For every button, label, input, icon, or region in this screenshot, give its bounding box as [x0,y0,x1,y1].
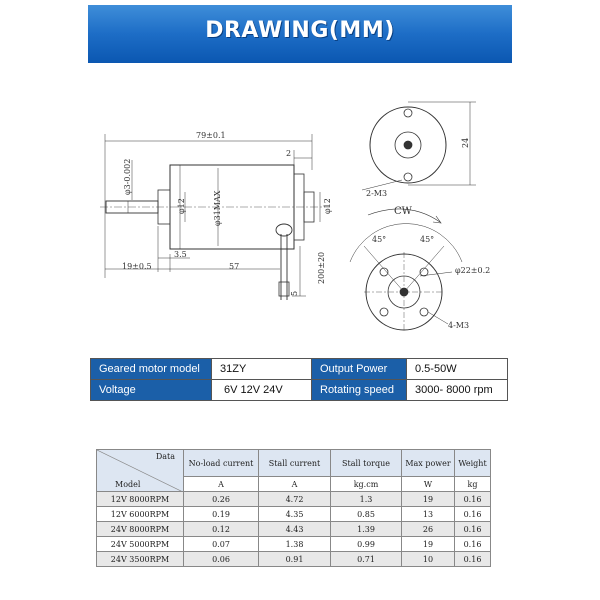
col-stall-current: Stall current [259,450,331,477]
value-cell: 0.85 [331,507,402,522]
dim-body-dia: φ31MAX [213,190,222,226]
spec-value-voltage: 6V 12V 24V [212,380,312,401]
col-no-load-current: No-load current [184,450,259,477]
unit-cell: kg [455,477,491,492]
value-cell: 4.43 [259,522,331,537]
unit-cell: A [259,477,331,492]
dim-body-length: 57 [229,262,240,271]
corner-model-label: Model [115,480,141,489]
table-row [97,537,491,552]
corner-data-label: Data [155,452,175,461]
value-cell: 4.35 [259,507,331,522]
table-row [97,552,491,567]
model-cell: 12V 6000RPM [97,507,184,522]
value-cell: 0.07 [184,537,259,552]
dim-flange-thickness: 2 [286,149,292,158]
value-cell: 1.3 [331,492,402,507]
dim-shaft-dia: φ3-0.002 [123,158,132,195]
col-max-power: Max power [402,450,455,477]
value-cell: 0.26 [184,492,259,507]
dim-rear-boss-dia: φ22±0.2 [455,266,491,275]
dim-pitch: 24 [461,137,470,148]
value-cell: 10 [402,552,455,567]
value-cell: 26 [402,522,455,537]
model-cell: 12V 8000RPM [97,492,184,507]
value-cell: 0.16 [455,507,491,522]
value-cell: 0.16 [455,552,491,567]
value-cell: 0.12 [184,522,259,537]
dim-front-thread: 2-M3 [366,189,388,198]
dim-lead-length: 200±20 [317,251,326,284]
unit-cell: W [402,477,455,492]
header-row [97,450,491,477]
spec-table [90,358,508,401]
dim-step: 3.5 [174,250,187,259]
value-cell: 0.19 [184,507,259,522]
dim-rear-thread: 4-M3 [448,321,470,330]
value-cell: 19 [402,537,455,552]
value-cell: 0.16 [455,537,491,552]
dim-rear-boss-dia: φ12 [323,198,332,214]
unit-cell: kg.cm [331,477,402,492]
value-cell: 1.39 [331,522,402,537]
value-cell: 0.16 [455,492,491,507]
spec-value-model: 31ZY [212,359,312,380]
table-row [97,492,491,507]
spec-label-speed: Rotating speed [312,380,407,401]
value-cell: 0.99 [331,537,402,552]
value-cell: 13 [402,507,455,522]
value-cell: 0.16 [455,522,491,537]
spec-label-model: Geared motor model [91,359,212,380]
motor-data-table [96,449,491,567]
spec-label-voltage: Voltage [91,380,212,401]
spec-row [91,359,508,380]
value-cell: 1.38 [259,537,331,552]
spec-value-speed: 3000- 8000 rpm [407,380,508,401]
spec-value-power: 0.5-50W [407,359,508,380]
dim-shaft-length: 19±0.5 [122,262,152,271]
model-cell: 24V 3500RPM [97,552,184,567]
table-row [97,522,491,537]
rotation-direction: CW [394,206,412,217]
value-cell: 0.06 [184,552,259,567]
model-cell: 24V 5000RPM [97,537,184,552]
model-cell: 24V 8000RPM [97,522,184,537]
value-cell: 4.72 [259,492,331,507]
corner-header [97,450,184,492]
spec-label-power: Output Power [312,359,407,380]
dim-angle-right: 45° [420,235,435,244]
value-cell: 0.91 [259,552,331,567]
dim-boss-dia: φ12 [177,198,186,214]
value-cell: 0.71 [331,552,402,567]
col-stall-torque: Stall torque [331,450,402,477]
spec-row [91,380,508,401]
unit-cell: A [184,477,259,492]
col-weight: Weight [455,450,491,477]
dim-angle-left: 45° [372,235,387,244]
table-row [97,507,491,522]
banner-title: DRAWING(MM) [205,18,395,43]
dim-terminal: 5 [290,290,299,296]
dim-overall-length: 79±0.1 [196,131,226,140]
value-cell: 19 [402,492,455,507]
